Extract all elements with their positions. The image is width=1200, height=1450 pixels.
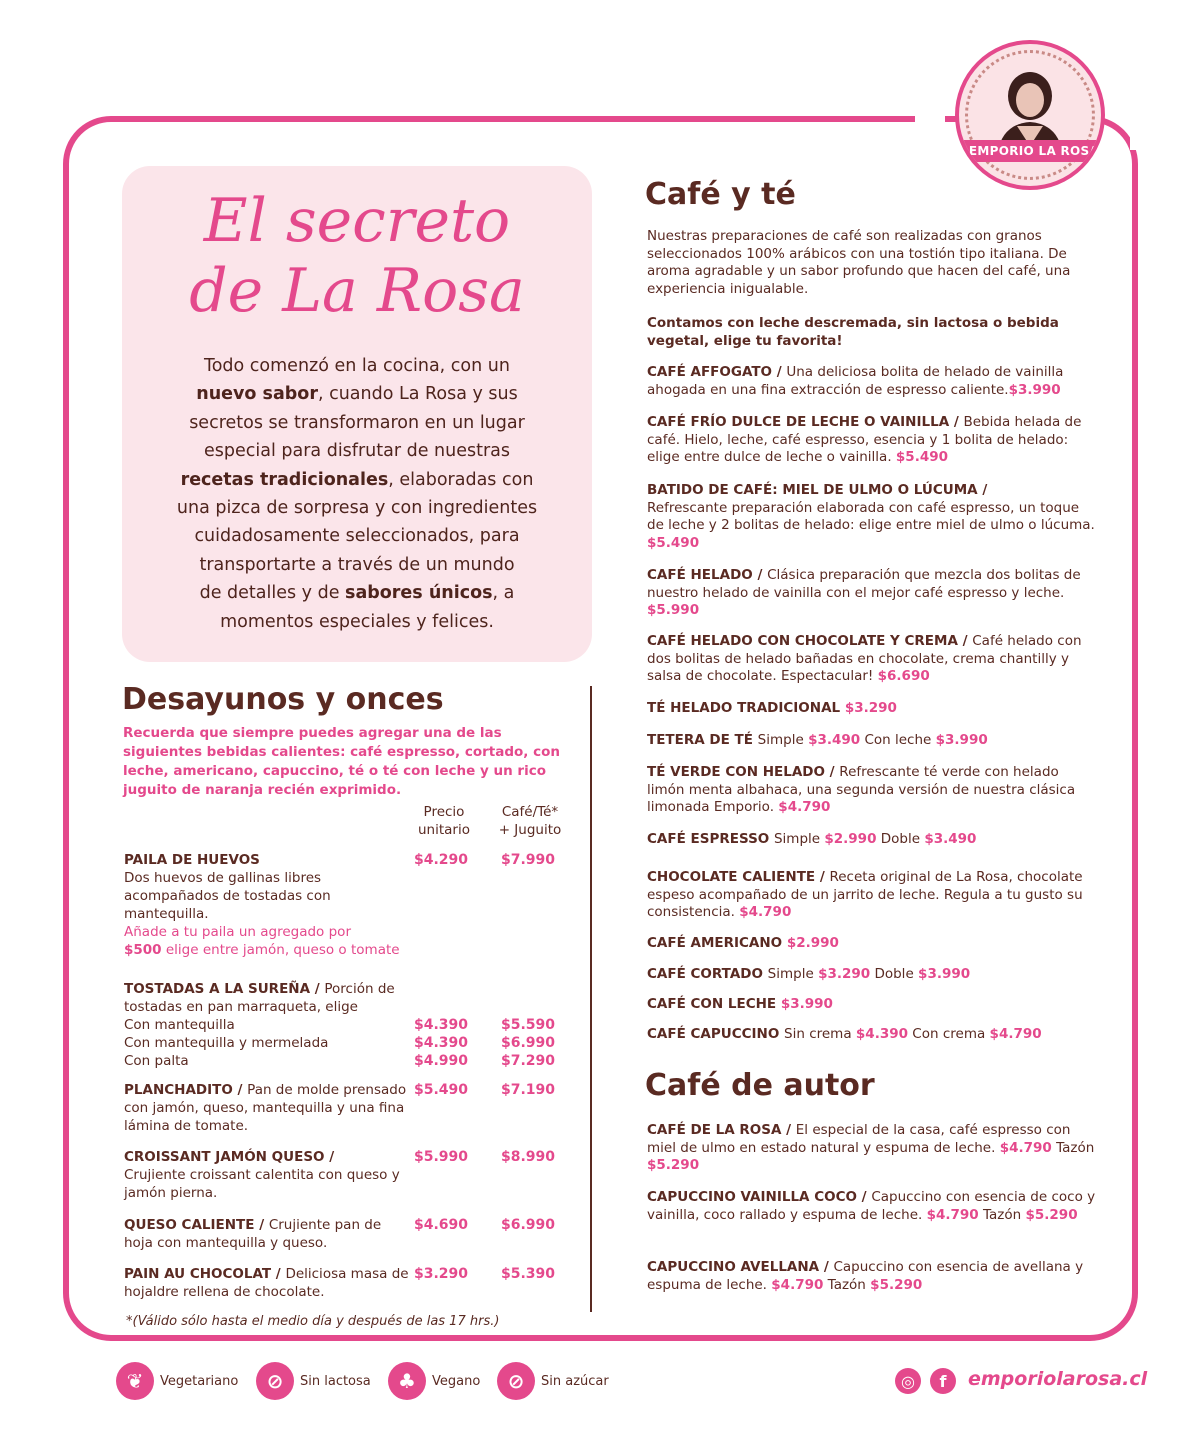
item-name: PAIN AU CHOCOLAT /: [124, 1266, 286, 1282]
menu-item: [647, 764, 1097, 817]
item-desc: Crujiente pan de hoja con mantequilla y queso.: [124, 1217, 382, 1251]
item-price: $3.490: [924, 831, 977, 847]
website-link[interactable]: emporiolarosa.cl: [968, 1368, 1148, 1390]
intro-bold: sabores únicos: [345, 583, 493, 604]
intro-title-line: de La Rosa: [189, 256, 525, 326]
item-price: $3.990: [780, 996, 833, 1012]
section-title-autor: Café de autor: [645, 1068, 875, 1103]
section-title-desayunos: Desayunos y onces: [122, 682, 444, 717]
menu-item: [647, 1189, 1097, 1224]
sprout-icon: ♣: [388, 1362, 426, 1400]
intro-line: , a: [492, 583, 515, 604]
item-price: $4.790: [778, 799, 831, 815]
menu-item: [124, 1216, 414, 1252]
item-name: CROISSANT JAMÓN QUESO /: [124, 1149, 335, 1165]
item-price: $3.490: [808, 732, 861, 748]
item-price: $4.290: [414, 852, 469, 868]
intro-text: [152, 352, 562, 636]
item-desc: Doble: [870, 966, 919, 982]
menu-item: [647, 935, 1097, 953]
legend-label: Sin lactosa: [300, 1373, 371, 1389]
item-price: $5.990: [414, 1149, 469, 1165]
intro-line: una pizca de sorpresa y con ingredientes: [176, 498, 538, 519]
item-price: $4.790: [926, 1206, 979, 1223]
item-name: PAILA DE HUEVOS: [124, 852, 260, 868]
item-price: $4.990: [414, 1053, 469, 1069]
item-price: $3.290: [818, 966, 871, 982]
menu-item: [647, 732, 1097, 750]
menu-item: [124, 851, 414, 959]
item-desc: Simple: [767, 966, 819, 982]
intro-line: especial para disfrutar de nuestras: [204, 441, 510, 462]
item-price: $3.990: [935, 732, 988, 748]
border-gap: [1130, 120, 1150, 150]
cafe-intro: Nuestras preparaciones de café son realizadas con granos seleccionados 100% arábicos con una tostión tipo italiana. De aroma agradable y un sabor profundo que hacen del café, una experiencia inigualable.: [647, 228, 1071, 297]
item-name: CAFÉ CORTADO: [647, 966, 768, 982]
item-name: QUESO CALIENTE /: [124, 1217, 269, 1233]
item-price: $3.990: [918, 966, 971, 982]
intro-line: Todo comenzó en la cocina, con un: [204, 356, 510, 376]
item-price: $2.990: [824, 831, 877, 847]
intro-title-line: El secreto: [203, 186, 511, 256]
item-desc: Simple: [757, 732, 809, 748]
item-price: $4.790: [771, 1276, 824, 1293]
item-price: $4.690: [414, 1217, 469, 1233]
item-name: CAFÉ CAPUCCINO: [647, 1026, 785, 1042]
desayunos-note: Recuerda que siempre puedes agregar una de las siguientes bebidas calientes: café espresso, cortado, con leche, americano, capuccino, té o té con leche y un rico juguito de naranja recién exprimido.: [123, 725, 561, 798]
section-title-cafe: Café y té: [645, 177, 796, 212]
column-divider: [590, 686, 592, 1312]
leaf-icon: ❦: [116, 1362, 154, 1400]
menu-item: [647, 1259, 1097, 1294]
intro-line: momentos especiales y felices.: [220, 611, 494, 632]
intro-line: cuidadosamente seleccionados, para: [194, 526, 520, 547]
intro-line: secretos se transformaron en un lugar: [189, 412, 525, 433]
item-price: $5.290: [1025, 1206, 1078, 1223]
facebook-icon[interactable]: f: [930, 1368, 956, 1394]
item-desc: Con crema: [908, 1026, 990, 1042]
menu-item: [647, 996, 1097, 1014]
menu-item: [124, 980, 414, 1016]
column-header-line: Precio: [423, 804, 465, 820]
item-name: TETERA DE TÉ: [647, 732, 758, 748]
item-price: $5.290: [870, 1276, 923, 1293]
menu-item: [647, 1026, 1097, 1044]
item-price: $4.390: [414, 1035, 469, 1051]
milk-note: Contamos con leche descremada, sin lactosa o bebida vegetal, elige tu favorita!: [647, 315, 1059, 349]
item-name: CAFÉ DE LA ROSA /: [647, 1122, 796, 1138]
intro-title: [122, 186, 592, 326]
menu-item: [124, 1265, 414, 1301]
intro-line: , cuando La Rosa y sus: [317, 384, 518, 405]
item-desc: Refrescante té verde con helado limón menta albahaca, una segunda versión de nuestra clásica limonada Emporio.: [647, 764, 1076, 815]
item-desc: Crujiente croissant calentita con queso y jamón pierna.: [124, 1167, 400, 1201]
legend-label: Sin azúcar: [541, 1373, 609, 1389]
legend-vegetariano: [116, 1362, 238, 1400]
item-desc: Dos huevos de gallinas libres acompañados de tostadas con mantequilla.: [124, 870, 331, 922]
item-price-combo: $7.290: [501, 1053, 556, 1069]
item-desc: Doble: [876, 831, 925, 847]
item-price-combo: $6.990: [501, 1217, 556, 1233]
item-name: CAFÉ CON LECHE: [647, 996, 781, 1012]
intro-box: [122, 166, 592, 662]
instagram-icon[interactable]: ◎: [895, 1368, 921, 1394]
menu-subitem: Con mantequilla y mermelada: [124, 1035, 329, 1051]
menu-item: [647, 966, 1097, 984]
menu-item: [124, 1081, 414, 1135]
item-name: CAFÉ FRÍO DULCE DE LECHE O VAINILLA /: [647, 414, 964, 430]
item-desc: Simple: [773, 831, 825, 847]
item-name: TÉ HELADO TRADICIONAL: [647, 700, 845, 716]
border-gap: [915, 108, 945, 128]
intro-bold: nuevo sabor: [196, 384, 318, 405]
item-price: $4.390: [414, 1017, 469, 1033]
item-desc: Con leche: [860, 732, 936, 748]
item-price-combo: $6.990: [501, 1035, 556, 1051]
item-name: BATIDO DE CAFÉ: MIEL DE ULMO O LÚCUMA /: [647, 482, 988, 498]
item-desc: Tazón: [823, 1276, 871, 1293]
menu-subitem: Con mantequilla: [124, 1017, 235, 1033]
item-name: CAFÉ ESPRESSO: [647, 831, 774, 847]
footnote: *(Válido sólo hasta el medio día y después de las 17 hrs.): [126, 1314, 500, 1329]
item-price-combo: $5.590: [501, 1017, 556, 1033]
item-desc: Porción de tostadas en pan marraqueta, elige: [124, 981, 395, 1015]
item-price: $5.990: [647, 602, 700, 618]
legend-vegano: [388, 1362, 480, 1400]
item-price: $2.990: [786, 935, 839, 951]
item-desc: El especial de la casa, café espresso con miel de ulmo en estado natural y espuma de leche.: [647, 1122, 1071, 1156]
menu-item: [647, 869, 1097, 922]
item-name: CAFÉ AFFOGATO /: [647, 364, 787, 380]
item-desc: Capuccino con esencia de avellana y espuma de leche.: [647, 1259, 1084, 1293]
column-header-precio: [404, 803, 484, 839]
item-price: $5.290: [647, 1157, 700, 1173]
menu-item: [647, 414, 1097, 467]
item-name: TÉ VERDE CON HELADO /: [647, 764, 840, 780]
item-extra: elige entre jamón, queso o tomate: [161, 942, 400, 958]
legend-sin-azucar: [497, 1362, 609, 1400]
item-desc: Capuccino con esencia de coco y vainilla, coco rallado y espuma de leche.: [647, 1189, 1096, 1223]
item-desc: Pan de molde prensado con jamón, queso, mantequilla y una fina lámina de tomate.: [124, 1082, 407, 1134]
legend-sin-lactosa: [256, 1362, 371, 1400]
item-price-combo: $7.190: [501, 1082, 556, 1098]
item-desc: Tazón: [1051, 1139, 1095, 1156]
item-price-combo: $8.990: [501, 1149, 556, 1165]
menu-item: [647, 700, 1097, 718]
item-name: TOSTADAS A LA SUREÑA /: [124, 981, 325, 997]
item-desc: Deliciosa masa de hojaldre rellena de chocolate.: [124, 1266, 409, 1300]
item-desc: Tazón: [978, 1206, 1026, 1223]
item-name: CAPUCCINO VAINILLA COCO /: [647, 1189, 872, 1205]
brand-logo: [955, 40, 1105, 190]
item-price: $4.390: [855, 1026, 909, 1042]
item-price: $5.490: [647, 534, 700, 551]
item-desc: Una deliciosa bolita de helado de vainilla ahogada en una fina extracción de espresso caliente.: [647, 364, 1064, 398]
item-desc: Refrescante preparación elaborada con café espresso, un toque de leche y 2 bolitas de helado: elige entre miel de ulmo o lúcuma.: [647, 499, 1095, 533]
column-header-line: unitario: [418, 822, 470, 838]
menu-item: [647, 364, 1097, 399]
item-desc: Bebida helada de café. Hielo, leche, café espresso, esencia y 1 bolita de helado: elige entre dulce de leche o vainilla.: [647, 414, 1082, 465]
item-name: CAFÉ HELADO /: [647, 567, 768, 583]
legend-label: Vegetariano: [160, 1373, 239, 1389]
column-header-combo: [490, 803, 570, 839]
menu-item: [124, 1148, 414, 1202]
menu-item: [647, 831, 1097, 849]
item-price: $5.490: [414, 1082, 469, 1098]
item-desc: Café helado con dos bolitas de helado bañadas en chocolate, crema chantilly y salsa de chocolate. Espectacular!: [647, 633, 1082, 684]
column-header-line: + Juguito: [498, 822, 562, 838]
item-price-combo: $5.390: [501, 1266, 556, 1282]
item-desc: Clásica preparación que mezcla dos bolitas de nuestro helado de vainilla con el mejor café espresso y leche.: [647, 567, 1081, 601]
item-extra-price: $500: [124, 942, 162, 958]
item-price: $3.290: [844, 700, 897, 716]
item-price: $4.790: [989, 1026, 1042, 1042]
item-name: CAFÉ AMERICANO: [647, 935, 787, 951]
menu-item: [647, 1122, 1097, 1175]
item-desc: Sin crema: [784, 1026, 856, 1042]
menu-item: [647, 482, 1097, 552]
item-price: $4.790: [999, 1139, 1052, 1156]
intro-bold: recetas tradicionales: [180, 469, 389, 490]
item-price-combo: $7.990: [501, 852, 556, 868]
intro-line: , elaboradas con: [388, 469, 534, 490]
menu-item: [647, 633, 1097, 686]
legend-label: Vegano: [432, 1373, 481, 1389]
logo-text: EMPORIO LA ROSA: [955, 140, 1105, 162]
item-name: CAPUCCINO AVELLANA /: [647, 1259, 834, 1275]
item-desc: Receta original de La Rosa, chocolate espeso acompañado de un jarrito de leche. Regula a tu gusto su consistencia.: [647, 869, 1083, 920]
no-milk-icon: ⊘: [256, 1362, 294, 1400]
item-name: CAFÉ HELADO CON CHOCOLATE Y CREMA /: [647, 633, 973, 649]
item-price: $6.690: [877, 668, 930, 684]
intro-line: de detalles y de: [199, 583, 346, 604]
item-price: $3.290: [414, 1266, 469, 1282]
item-price: $4.790: [739, 904, 792, 920]
column-header-line: Café/Té*: [501, 804, 559, 820]
menu-subitem: Con palta: [124, 1053, 189, 1069]
item-price: $5.490: [895, 449, 949, 465]
item-name: CHOCOLATE CALIENTE /: [647, 869, 830, 885]
no-sugar-icon: ⊘: [497, 1362, 535, 1400]
item-name: PLANCHADITO /: [124, 1082, 248, 1098]
menu-item: [647, 567, 1097, 620]
intro-line: transportarte a través de un mundo: [199, 554, 515, 575]
item-extra: Añade a tu paila un agregado por: [124, 924, 351, 940]
item-price: $3.990: [1008, 381, 1061, 398]
